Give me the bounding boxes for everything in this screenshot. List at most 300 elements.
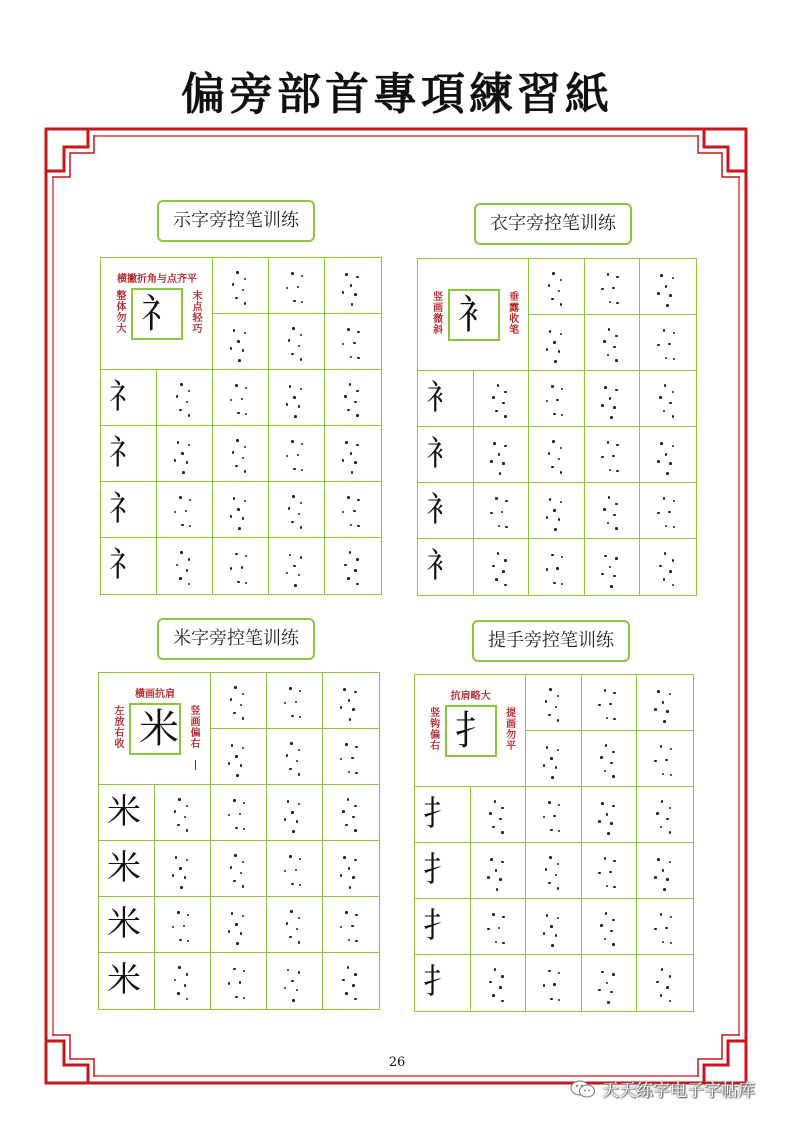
practice-cell[interactable] [585, 427, 641, 483]
guide-dot [487, 928, 490, 931]
guide-dot [354, 461, 357, 464]
guide-dot [598, 820, 601, 823]
guide-dot [354, 691, 357, 694]
tip-left: 整体勿大 [114, 290, 125, 334]
practice-cell[interactable] [582, 675, 638, 731]
guide-dot [298, 749, 301, 752]
guide-dot [557, 917, 560, 920]
stroke-guide-dots [582, 843, 637, 898]
guide-dot [487, 876, 490, 879]
practice-cell[interactable] [471, 955, 527, 1011]
practice-cell[interactable] [640, 259, 696, 315]
guide-dot [605, 744, 608, 747]
model-char-large: 扌 [454, 708, 495, 754]
practice-cell[interactable] [637, 675, 693, 731]
guide-dot [673, 500, 676, 503]
guide-dot [238, 359, 241, 362]
guide-dot [230, 698, 233, 701]
practice-cell[interactable] [213, 482, 269, 538]
guide-dot [186, 973, 189, 976]
guide-dot [548, 970, 551, 973]
guide-dot [349, 383, 352, 386]
guide-dot [340, 706, 343, 709]
practice-cell[interactable] [155, 841, 211, 897]
practice-cell[interactable] [211, 841, 267, 897]
practice-cell[interactable] [582, 899, 638, 955]
practice-cell[interactable] [529, 427, 585, 483]
guide-dot [293, 300, 296, 303]
practice-cell[interactable] [582, 843, 638, 899]
guide-dot [242, 915, 245, 918]
guide-dot [654, 760, 657, 763]
guide-dot [245, 582, 248, 585]
guide-dot [560, 501, 563, 504]
practice-cell[interactable] [640, 315, 696, 371]
guide-dot [296, 760, 299, 763]
guide-dot [669, 975, 672, 978]
guide-dot [610, 930, 613, 933]
practice-cell[interactable] [323, 897, 379, 953]
practice-cell[interactable] [582, 787, 638, 843]
practice-cell[interactable] [640, 371, 696, 427]
guide-dot [287, 800, 290, 803]
guide-dot [340, 758, 343, 761]
practice-cell[interactable] [585, 371, 641, 427]
practice-cell[interactable] [526, 731, 582, 787]
stroke-guide-dots [157, 426, 212, 481]
tip-right: 提画勿平 [503, 707, 515, 751]
watermark [570, 1076, 755, 1101]
practice-cell[interactable] [637, 955, 693, 1011]
guide-dot [242, 861, 245, 864]
guide-dot [345, 273, 348, 276]
guide-dot [354, 859, 357, 862]
guide-dot [502, 402, 505, 405]
guide-dot [184, 876, 187, 879]
guide-dot [501, 831, 504, 834]
guide-dot [607, 354, 610, 357]
practice-cell[interactable] [323, 673, 379, 729]
practice-cell[interactable] [267, 729, 323, 785]
guide-dot [356, 558, 359, 561]
guide-dot [349, 551, 352, 554]
guide-dot [239, 981, 242, 984]
guide-dot [188, 414, 191, 417]
guide-dot [613, 718, 616, 721]
guide-dot [354, 401, 357, 404]
practice-cell[interactable] [415, 955, 471, 1011]
guide-dot [654, 876, 657, 879]
guide-dot [673, 358, 676, 361]
guide-dot [239, 813, 242, 816]
guide-dot [607, 273, 610, 276]
practice-cell[interactable] [474, 539, 530, 595]
practice-cell[interactable] [471, 787, 527, 843]
guide-dot [289, 687, 292, 690]
practice-cell[interactable] [99, 785, 155, 841]
stroke-guide-dots [582, 899, 637, 954]
guide-dot [242, 693, 245, 696]
practice-cell[interactable] [325, 258, 381, 314]
guide-dot [663, 720, 666, 723]
guide-dot [186, 805, 189, 808]
guide-dot [179, 577, 182, 580]
guide-dot [286, 403, 289, 406]
guide-dot [551, 466, 554, 469]
guide-dot [354, 829, 357, 832]
guide-dot [553, 815, 556, 818]
practice-cell[interactable] [415, 843, 471, 899]
guide-dot [350, 284, 353, 287]
practice-cell[interactable] [585, 539, 641, 595]
practice-cell[interactable] [211, 673, 267, 729]
practice-cell[interactable] [637, 731, 693, 787]
guide-dot [357, 331, 360, 334]
stroke-guide-dots [585, 315, 640, 370]
guide-dot [615, 335, 618, 338]
guide-dot [189, 525, 192, 528]
practice-cell[interactable] [418, 483, 474, 539]
guide-dot [546, 914, 549, 917]
guide-dot [189, 499, 192, 502]
guide-dot [298, 917, 301, 920]
guide-dot [298, 803, 301, 806]
stroke-guide-dots [155, 841, 210, 896]
practice-cell[interactable] [418, 427, 474, 483]
guide-dot [350, 452, 353, 455]
guide-dot [664, 552, 667, 555]
practice-cell[interactable] [474, 371, 530, 427]
practice-cell[interactable] [418, 371, 474, 427]
stroke-guide-dots [211, 729, 266, 784]
practice-cell[interactable] [211, 729, 267, 785]
guide-dot [490, 460, 493, 463]
guide-dot [554, 528, 557, 531]
guide-dot [293, 565, 296, 568]
practice-cell[interactable] [471, 899, 527, 955]
guide-dot [356, 276, 359, 279]
practice-cell[interactable] [325, 482, 381, 538]
guide-dot [355, 940, 358, 943]
model-char-box [131, 288, 183, 340]
guide-dot [231, 744, 234, 747]
practice-cell[interactable] [640, 483, 696, 539]
guide-dot [660, 442, 663, 445]
guide-dot [240, 932, 243, 935]
practice-cell[interactable] [323, 953, 379, 1009]
guide-dot [555, 766, 558, 769]
practice-cell[interactable] [526, 955, 582, 1011]
practice-cell[interactable] [637, 843, 693, 899]
guide-dot [601, 971, 604, 974]
practice-cell[interactable] [323, 785, 379, 841]
guide-dot [672, 445, 675, 448]
stroke-guide-dots [585, 259, 640, 314]
practice-cell[interactable] [269, 258, 325, 314]
practice-cell[interactable] [267, 953, 323, 1009]
guide-dot [291, 353, 294, 356]
guide-dot [612, 805, 615, 808]
practice-cell[interactable] [101, 370, 157, 426]
stroke-guide-dots [211, 897, 266, 952]
guide-dot [294, 584, 297, 587]
guide-dot [230, 347, 233, 350]
practice-cell[interactable] [213, 538, 269, 594]
guide-dot [663, 497, 666, 500]
practice-cell[interactable] [269, 370, 325, 426]
guide-dot [495, 497, 498, 500]
practice-cell[interactable] [415, 899, 471, 955]
guide-dot [292, 495, 295, 498]
practice-cell[interactable] [637, 787, 693, 843]
model-radical-char: 扌 [423, 962, 457, 1002]
practice-cell[interactable] [529, 483, 585, 539]
guide-dot [609, 703, 612, 706]
guide-dot [545, 868, 548, 871]
guide-dot [604, 386, 607, 389]
guide-dot [598, 872, 601, 875]
practice-cell[interactable] [637, 899, 693, 955]
guide-dot [556, 399, 559, 402]
practice-cell[interactable] [325, 538, 381, 594]
guide-dot [669, 807, 672, 810]
guide-dot [549, 498, 552, 501]
practice-cell[interactable] [101, 538, 157, 594]
guide-dot [244, 500, 247, 503]
practice-cell[interactable] [99, 841, 155, 897]
guide-dot [663, 410, 666, 413]
practice-cell[interactable] [155, 897, 211, 953]
guide-dot [179, 939, 182, 942]
guide-dot [357, 357, 360, 360]
guide-dot [665, 759, 668, 762]
guide-dot [235, 297, 238, 300]
practice-cell[interactable] [526, 787, 582, 843]
guide-dot [352, 876, 355, 879]
guide-dot [242, 747, 245, 750]
guide-dot [613, 406, 616, 409]
guide-dot [288, 507, 291, 510]
model-char-box [448, 289, 500, 341]
model-radical-char: 米 [107, 792, 141, 832]
guide-dot [657, 512, 660, 515]
guide-dot [186, 401, 189, 404]
guide-dot [497, 384, 500, 387]
guide-dot [184, 816, 187, 819]
stroke-guide-dots [526, 675, 581, 730]
guide-dot [235, 384, 238, 387]
guide-dot [234, 854, 237, 857]
guide-dot [555, 934, 558, 937]
guide-dot [296, 928, 299, 931]
guide-dot [230, 515, 233, 518]
stroke-guide-dots [269, 314, 324, 369]
practice-cell[interactable] [267, 841, 323, 897]
practice-cell[interactable] [213, 426, 269, 482]
guide-dot [550, 998, 553, 1001]
practice-cell[interactable] [211, 953, 267, 1009]
practice-cell[interactable] [269, 426, 325, 482]
practice-cell[interactable] [323, 729, 379, 785]
practice-cell[interactable] [325, 426, 381, 482]
tip-top: 横撇折角与点齐平 [117, 274, 197, 285]
guide-dot [553, 509, 556, 512]
practice-cell[interactable] [213, 258, 269, 314]
practice-cell[interactable] [582, 955, 638, 1011]
guide-dot [555, 874, 558, 877]
stroke-guide-dots [213, 426, 268, 481]
practice-cell[interactable] [529, 259, 585, 315]
practice-cell[interactable] [582, 731, 638, 787]
guide-dot [610, 991, 613, 994]
stroke-guide-dots [529, 259, 584, 314]
guide-dot [607, 832, 610, 835]
practice-cell[interactable] [267, 673, 323, 729]
guide-dot [245, 555, 248, 558]
practice-cell[interactable] [269, 482, 325, 538]
guide-dot [659, 565, 662, 568]
guide-dot [662, 869, 665, 872]
guide-dot [342, 511, 345, 514]
stroke-guide-dots [640, 539, 696, 595]
guide-dot [654, 708, 657, 711]
guide-dot [502, 570, 505, 573]
guide-dot [553, 983, 556, 986]
guide-dot [301, 275, 304, 278]
practice-cell[interactable] [526, 675, 582, 731]
practice-cell[interactable] [640, 427, 696, 483]
practice-cell[interactable] [474, 427, 530, 483]
guide-dot [299, 690, 302, 693]
practice-cell[interactable] [155, 785, 211, 841]
practice-cell[interactable] [211, 785, 267, 841]
practice-cell[interactable] [213, 314, 269, 370]
practice-cell[interactable] [269, 538, 325, 594]
practice-cell[interactable] [269, 314, 325, 370]
guide-dot [232, 451, 235, 454]
guide-dot [186, 461, 189, 464]
guide-dot [238, 527, 241, 530]
guide-dot [668, 343, 671, 346]
guide-dot [187, 940, 190, 943]
guide-dot [357, 499, 360, 502]
guide-dot [610, 762, 613, 765]
guide-dot [551, 944, 554, 947]
practice-cell[interactable] [155, 953, 211, 1009]
stroke-guide-dots [637, 843, 693, 898]
practice-cell[interactable] [474, 483, 530, 539]
guide-dot [289, 936, 292, 939]
practice-cell[interactable] [526, 843, 582, 899]
guide-dot [615, 557, 618, 560]
guide-dot [606, 982, 609, 985]
practice-cell[interactable] [267, 785, 323, 841]
guide-dot [354, 569, 357, 572]
stroke-guide-dots [474, 427, 529, 482]
practice-cell[interactable] [415, 787, 471, 843]
guide-dot [242, 349, 245, 352]
practice-cell[interactable] [157, 426, 213, 482]
stroke-guide-dots [325, 426, 381, 481]
section-title-shi: 示字旁控笔训练 [157, 200, 315, 242]
guide-dot [244, 470, 247, 473]
practice-cell[interactable] [640, 539, 696, 595]
practice-cell[interactable] [101, 482, 157, 538]
practice-cell[interactable] [267, 897, 323, 953]
guide-dot [606, 717, 609, 720]
practice-cell[interactable] [325, 314, 381, 370]
practice-cell[interactable] [213, 370, 269, 426]
guide-dot [287, 969, 290, 972]
practice-cell[interactable] [99, 953, 155, 1009]
practice-cell[interactable] [585, 259, 641, 315]
stroke-guide-dots [471, 787, 526, 842]
guide-dot [550, 829, 553, 832]
practice-cell[interactable] [526, 899, 582, 955]
practice-cell[interactable] [323, 841, 379, 897]
practice-cell[interactable] [418, 539, 474, 595]
practice-cell[interactable] [157, 370, 213, 426]
guide-dot [233, 497, 236, 500]
model-radical-char: 米 [107, 960, 141, 1000]
guide-dot [490, 512, 493, 515]
guide-dot [598, 704, 601, 707]
guide-dot [498, 453, 501, 456]
guide-dot [669, 861, 672, 864]
guide-dot [561, 414, 564, 417]
practice-cell[interactable] [325, 370, 381, 426]
practice-cell[interactable] [585, 483, 641, 539]
guide-dot [613, 886, 616, 889]
guide-dot [352, 708, 355, 711]
guide-dot [553, 582, 556, 585]
guide-dot [560, 279, 563, 282]
guide-dot [184, 984, 187, 987]
practice-cell[interactable] [157, 482, 213, 538]
practice-cell[interactable] [101, 426, 157, 482]
practice-cell[interactable] [157, 538, 213, 594]
practice-cell[interactable] [529, 539, 585, 595]
guide-dot [233, 712, 236, 715]
practice-cell[interactable] [529, 371, 585, 427]
guide-dot [298, 345, 301, 348]
practice-cell[interactable] [211, 897, 267, 953]
guide-dot [228, 762, 231, 765]
guide-dot [494, 968, 497, 971]
stroke-guide-dots [213, 538, 268, 594]
practice-cell[interactable] [99, 897, 155, 953]
guide-dot [181, 452, 184, 455]
practice-cell[interactable] [585, 315, 641, 371]
guide-dot [657, 858, 660, 861]
guide-dot [228, 930, 231, 933]
guide-dot [244, 332, 247, 335]
guide-dot [502, 462, 505, 465]
guide-dot [351, 757, 354, 760]
section-title-yi: 衣字旁控笔训练 [474, 203, 632, 245]
practice-cell[interactable] [471, 843, 527, 899]
stroke-guide-dots [474, 371, 529, 426]
guide-dot [347, 577, 350, 580]
guide-dot [670, 748, 673, 751]
stroke-guide-dots [637, 731, 693, 786]
guide-dot [613, 575, 616, 578]
guide-dot [604, 689, 607, 692]
guide-dot [609, 397, 612, 400]
practice-cell[interactable] [529, 315, 585, 371]
guide-dot [301, 301, 304, 304]
stroke-guide-dots [474, 483, 529, 538]
